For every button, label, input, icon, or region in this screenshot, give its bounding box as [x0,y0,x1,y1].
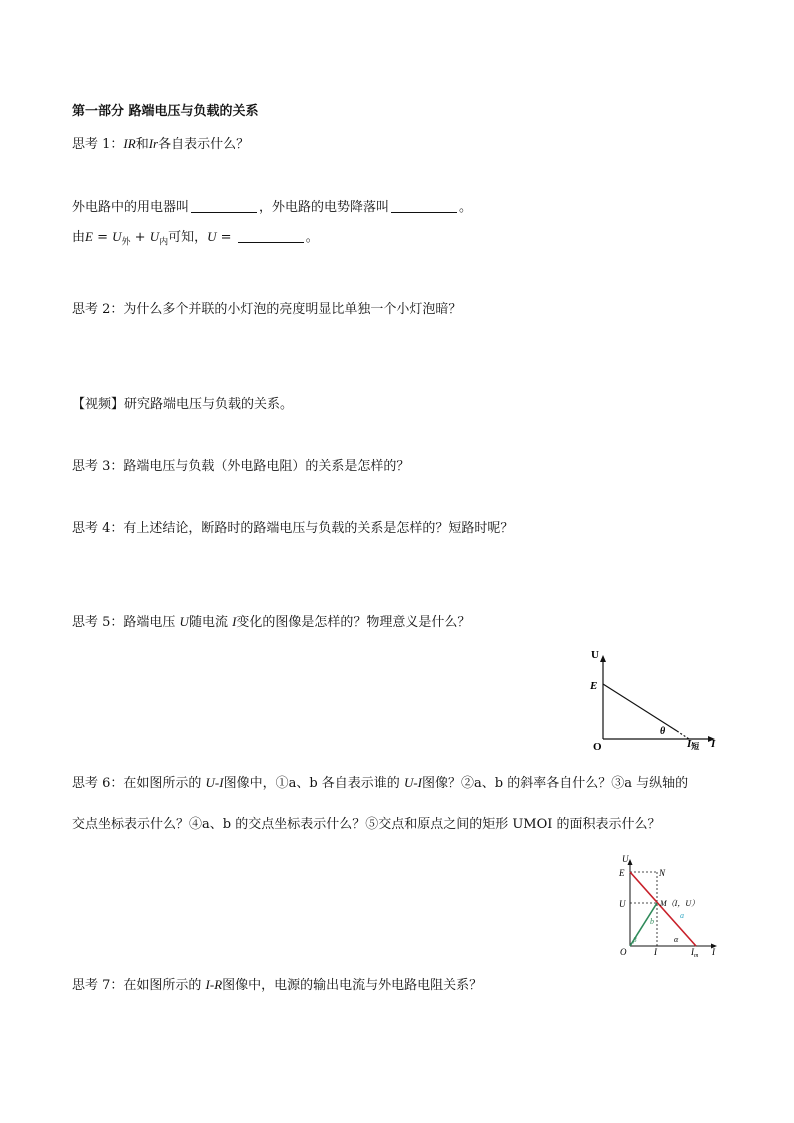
question-3: 思考 3：路端电压与负载（外电路电阻）的关系是怎样的？ [72,459,410,474]
section-title: 第一部分 路端电压与负载的关系 [72,104,259,119]
q6-b: 图像中，①a、b 各自表示谁的 [223,776,404,791]
fig1-line [603,684,677,731]
fig2-origin-label: O [620,947,627,957]
fig2-im-label: $I_m$ [691,947,699,958]
fig2-alpha-label: α [674,935,679,944]
fill2-u3: U [207,229,217,244]
fill1-b: ，外电路的电势降落叫 [259,200,390,215]
q1-prefix: 思考 1： [72,137,124,152]
fill2-a: 由 [72,230,86,245]
fill2-plus: + [130,230,150,245]
fill2-e: E [85,229,93,244]
fig2-i-tick-label: I [654,947,657,957]
fig2-beta-label: β [633,936,637,944]
q5-u: U [179,614,189,629]
fill2-eq1: = [92,230,113,245]
fill2-eq2: = [216,230,236,245]
question-7 [72,976,482,995]
fill-line-1 [72,199,472,217]
fill1-a: 外电路中的用电器叫 [72,200,190,215]
q7-b: 图像中，电源的输出电流与外电路电阻关系？ [222,978,483,993]
q5-c: 变化的图像是怎样的？物理意义是什么？ [236,615,471,630]
fill2-c: 。 [305,230,319,245]
fill2-b: 可知， [168,230,208,245]
question-1 [72,135,249,154]
fig2-e-label: E [619,868,625,878]
question-6-line-2: 交点坐标表示什么？④a、b 的交点坐标表示什么？⑤交点和原点之间的矩形 UMOI 的面积表示什么？ [72,817,661,832]
fig2-u-axis-label: U [622,854,629,864]
fig2-a-label: a [680,911,684,920]
q6-c: 图像？②a、b 的斜率各自什么？③a 与纵轴的 [421,776,689,791]
fig1-e-label: E [590,680,598,692]
video-note: 【视频】研究路端电压与负载的关系。 [72,397,294,412]
umoi-graph-figure [612,852,724,958]
fill1-c: 。 [459,200,473,215]
blank-2[interactable] [391,200,457,213]
fill2-u2: U [149,229,160,244]
fig2-m-label: M（I，U） [660,899,700,908]
q1-ir-lower: Ir [148,136,159,151]
question-4: 思考 4：有上述结论，断路时的路端电压与负载的关系是怎样的？短路时呢？ [72,521,514,536]
fig1-u-arrow [600,655,606,662]
fill-line-2 [72,228,319,252]
fig2-line-a [630,872,696,946]
q5-i: I [232,614,237,629]
q1-and: 和 [135,137,149,152]
fig2-b-label: b [650,917,654,926]
fig2-n-label: N [659,868,666,878]
fig1-theta-label: θ [660,726,666,737]
fig1-origin-label: O [593,741,602,753]
fill2-sub1: 外 [121,237,131,248]
q5-b: 随电流 [188,615,233,630]
fig1-i-label: I [711,738,716,750]
ui-graph-figure [585,643,725,755]
fig1-u-label: U [591,649,599,661]
blank-3[interactable] [238,230,304,243]
q5-a: 思考 5：路端电压 [72,615,180,630]
blank-1[interactable] [191,200,257,213]
q7-ir: I-R [205,977,223,992]
fig2-i-axis-label: I [712,947,715,957]
q7-a: 思考 7：在如图所示的 [72,978,206,993]
fig2-u-tick-label: U [619,899,626,909]
fill2-u1: U [112,229,122,244]
fill2-sub2: 内 [159,237,169,248]
fig1-isc-label: I短 [687,738,700,751]
q6-ui-2: U-I [403,775,422,790]
q6-ui-1: U-I [205,775,224,790]
question-2: 思考 2：为什么多个并联的小灯泡的亮度明显比单独一个小灯泡暗？ [72,302,462,317]
q6-a: 思考 6：在如图所示的 [72,776,206,791]
question-5 [72,613,470,632]
q1-suffix: 各自表示什么？ [158,137,250,152]
question-6-line-1 [72,774,688,793]
q1-ir-upper: IR [123,136,136,151]
